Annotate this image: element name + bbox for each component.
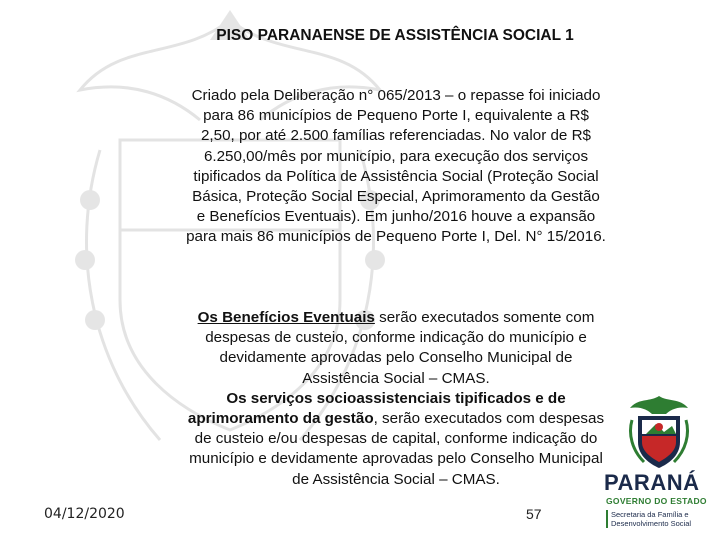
services-heading: Os serviços socioassistenciais tipificados e de aprimoramento da gestão (187, 389, 566, 428)
footer-date: 04/12/2020 (44, 506, 125, 522)
logo-state-name: PARANÁ (604, 470, 700, 495)
eventual-benefits-heading: Os Benefícios Eventuais (197, 309, 375, 326)
eventual-benefits-text: serão executados somente com despesas de custeio, conforme indicação do município e devidamente aprovadas pelo Conselho Municipal de Assistência Social – CMAS. (205, 309, 595, 387)
paragraph-creation: Criado pela Deliberação n° 065/2013 – o repasse foi iniciado para 86 municípios de Pequeno Porte I, equivalente a R$ 2,50, por até 2.500 famílias referenciadas. No valor de R$ 6.250,00/mês por município, para execução dos serviços tipificados da Política de Assistência Social (Proteção Social Básica, Proteção Social Especial, Aprimoramento da Gestão e Benefícios Eventuais). Em junho/2016 houve a expansão para mais 86 municípios de Pequeno Porte I, Del. N° 15/2016. (186, 87, 606, 246)
logo-government-label: GOVERNO DO ESTADO (606, 496, 707, 506)
parana-government-logo (604, 390, 714, 538)
slide-number: 57 (526, 506, 542, 522)
logo-secretariat-label: Secretaria da Família e Desenvolvimento Social (606, 510, 719, 528)
parana-coat-of-arms-icon (626, 394, 692, 470)
services-text: , serão executados com despesas de custeio e/ou despesas de capital, conforme indicação do município e devidamente aprovadas pelo Conselho Municipal de Assistência Social – CMAS. (189, 410, 605, 488)
slide-title: PISO PARANAENSE DE ASSISTÊNCIA SOCIAL 1 (216, 27, 574, 44)
